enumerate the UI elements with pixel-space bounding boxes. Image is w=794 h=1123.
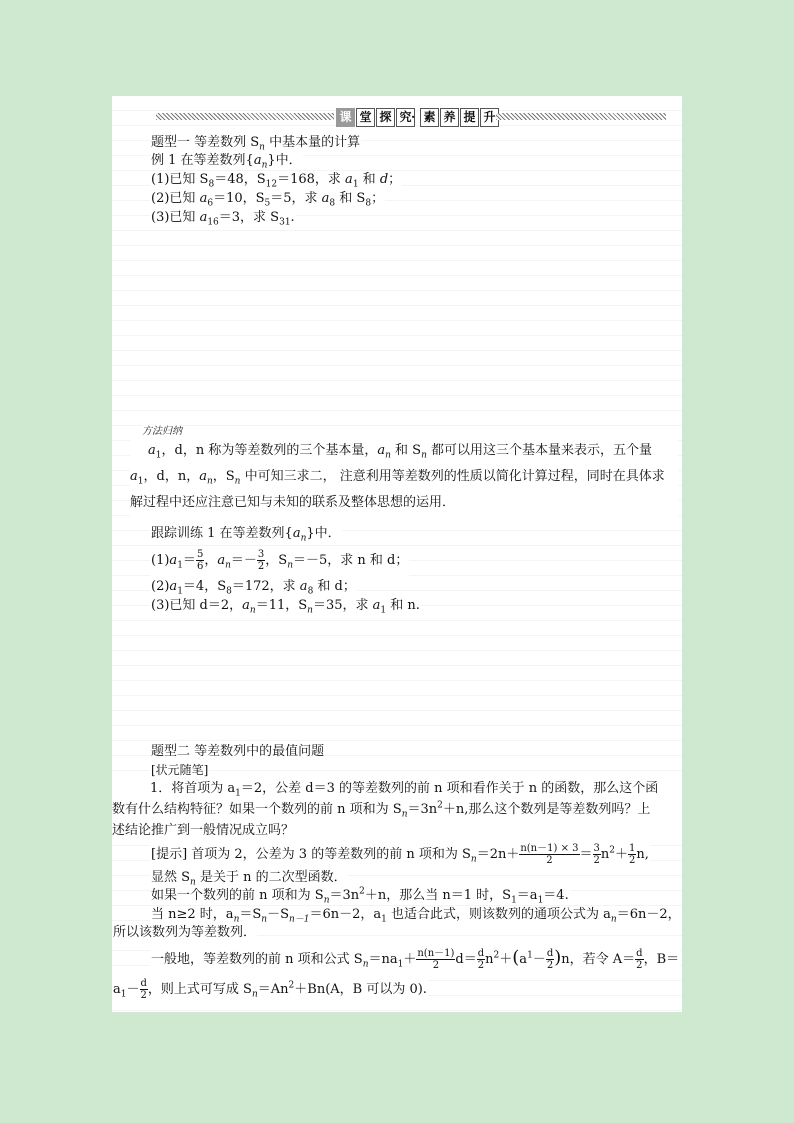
banner-char: 提 [460, 108, 479, 127]
section2-title: 题型二 等差数列中的最值问题 [151, 744, 325, 759]
banner-hatch-left [156, 113, 334, 120]
example1-q2: (2)已知 $a_6=10$，$S_5=5$，求 $a_8$ 和 $S_8$； [151, 191, 385, 209]
hint-line-4: 当 n≥2 时，$a_n=S_n-S_{n-1}=6n-2$，$a_1$ 也适合此式，则该数列的通项公式为 $a_n=6n-2$， [151, 907, 681, 925]
general-formula-line: 一般地，等差数列的前 n 项和公式 $S_n=na_1+$ $\frac{n(n-1)}{2}$ d＝ $\frac{d}{2}$ $n^2+(a^1-$ $\frac{d}{2}$ )n，若令 A＝ $\frac{d}{2}$ ，B＝ [150, 943, 680, 975]
document-page [112, 96, 682, 1012]
banner-char: 课 [336, 108, 355, 127]
hint-line: [提示] 首项为 2，公差为 3 的等差数列的前 n 项和为 $S_n=2n+$ $\frac{n(n-1) \times 3}{2}$ ＝ $\frac{3}{2}$ $n^2+$ $\frac{1}{2}$ n, [150, 840, 650, 870]
practice1-p2: $(2)a_1=4$，$S_8=172$，求 $a_8$ 和 d； [151, 579, 356, 597]
section-banner [156, 108, 666, 126]
section2-question: 1．将首项为 $a_1=2$，公差 d＝3 的等差数列的前 n 项和看作关于 n 的函数，那么这个函 数有什么结构特征？如果一个数列的前 n 项和为 $S_n=3n^2+n$,那么这个数列是等差数列吗？上 述结论推广到一般情况成立吗？ [112, 778, 682, 841]
banner-char: 堂 [356, 108, 375, 127]
banner-hatch-right [496, 113, 666, 120]
example1-q1: (1)已知 $S_8=48$，$S_{12}=168$，求 $a_1$ 和 d； [151, 172, 402, 190]
banner-dot: · [411, 110, 416, 124]
banner-title-right [420, 108, 499, 126]
banner-char: 究 [396, 108, 415, 127]
banner-char: 养 [440, 108, 459, 127]
general-formula-line-2: $a_1-$ $\frac{d}{2}$ ，则上式可写成 $S_n=An^2+Bn(A$，B 可以为 0). [112, 975, 428, 1005]
hint-line-3: 如果一个数列的前 n 项和为 $S_n=3n^2+n$，那么当 n＝1 时，$S_1=a_1=4$. [151, 886, 569, 906]
practice1-title: 跟踪训练 1 在等差数列$\{a_n\}$中． [151, 526, 341, 544]
banner-char: 素 [420, 108, 439, 127]
section1-title: 题型一 等差数列 $S_n$ 中基本量的计算 [151, 135, 361, 153]
practice1-p1: $(1)a_1=$ $\frac{5}{6}$ ，$a_n=-$ $\frac{3}{2}$ ，$S_n=-5$，求 n 和 d； [150, 546, 409, 576]
example1-label: 例 1 在等差数列$\{a_n\}$中． [151, 153, 302, 171]
banner-char: 探 [376, 108, 395, 127]
hint-line-5: 所以该数列为等差数列． [113, 925, 257, 940]
banner-title-left [336, 108, 415, 126]
method-summary-label: 方法归纳 [142, 422, 182, 437]
hint-line-2: 显然 $S_n$ 是关于 n 的二次型函数． [151, 870, 347, 888]
method-summary-text: $a_1$，d，n 称为等差数列的三个基本量，$a_n$ 和 $S_n$ 都可以用这三个基本量来表示，五个量 $a_1$，d，n，$a_n$，$S_n$ 中可知三求二， 注意利用等差数列的性质以简化计算过程，同时在具体求 解过程中还应注意已知与未知的联系及整体思想的运用． [130, 438, 678, 516]
banner-char: 升 [480, 108, 499, 127]
example1-q3: (3)已知 $a_{16}=3$，求 $S_{31}$. [151, 210, 295, 228]
practice1-p3: (3)已知 d＝2，$a_n=11$，$S_n=35$，求 $a_1$ 和 n. [151, 598, 420, 616]
section2-tag: [状元随笔] [151, 763, 209, 777]
